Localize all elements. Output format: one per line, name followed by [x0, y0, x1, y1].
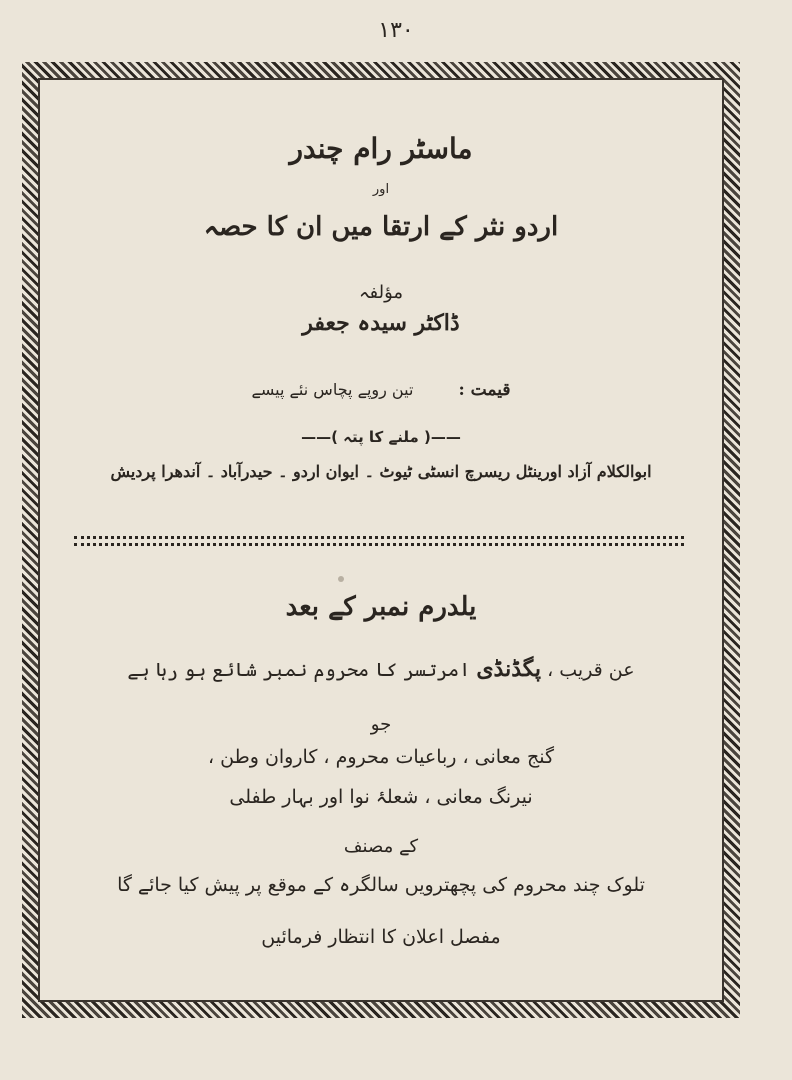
ad2-announcement-suffix: امرتسر کا محروم نمبر شائع ہو رہا ہے [127, 659, 471, 681]
ad2-footer: مفصل اعلان کا انتظار فرمائیں [261, 926, 501, 948]
ad1-address-heading: ——( ملنے کا پتہ )—— [301, 428, 461, 446]
ad1-conjunction: اور [372, 182, 390, 197]
ad1-price-label: قیمت : [458, 380, 511, 400]
page-number: ۱۳۰ [378, 18, 414, 43]
ad1-price-row [50, 380, 712, 400]
ad2-works-line1: گنج معانی ، رباعیات محروم ، کاروان وطن ، [207, 746, 555, 768]
ad2-heading: یلدرم نمبر کے بعد [285, 592, 477, 622]
ad1-author-name: ڈاکٹر سیدہ جعفر [302, 310, 460, 336]
ink-speck [338, 576, 344, 582]
ad1-title-line2: اردو نثر کے ارتقا میں ان کا حصہ [203, 212, 559, 242]
ad2-magazine-name: پگڈنڈی [476, 656, 542, 682]
ad2-jo: جو [370, 714, 392, 735]
ad1-author-label: مؤلفہ [358, 282, 404, 303]
ad2-occasion: تلوک چند محروم کی پچھترویں سالگرہ کے موقع پر پیش کیا جائے گا [117, 874, 645, 896]
ad2-announcement-prefix: عن قریب ، [547, 659, 635, 681]
ad2-works-line2: نیرنگ معانی ، شعلۂ نوا اور بہار طفلی [229, 786, 533, 808]
ad2-author-of: کے مصنف [343, 836, 419, 857]
ad1-address: ابوالکلام آزاد اورینٹل ریسرچ انسٹی ٹیوٹ ۔ ایوان اردو ۔ حیدرآباد ۔ آندھرا پردیش [110, 462, 652, 481]
ad1-title-line1: ماسٹر رام چندر [289, 132, 473, 165]
ad2-announcement [50, 656, 712, 682]
ad1-price-value: تین روپے پچاس نئے پیسے [251, 380, 414, 399]
section-divider [74, 536, 684, 546]
